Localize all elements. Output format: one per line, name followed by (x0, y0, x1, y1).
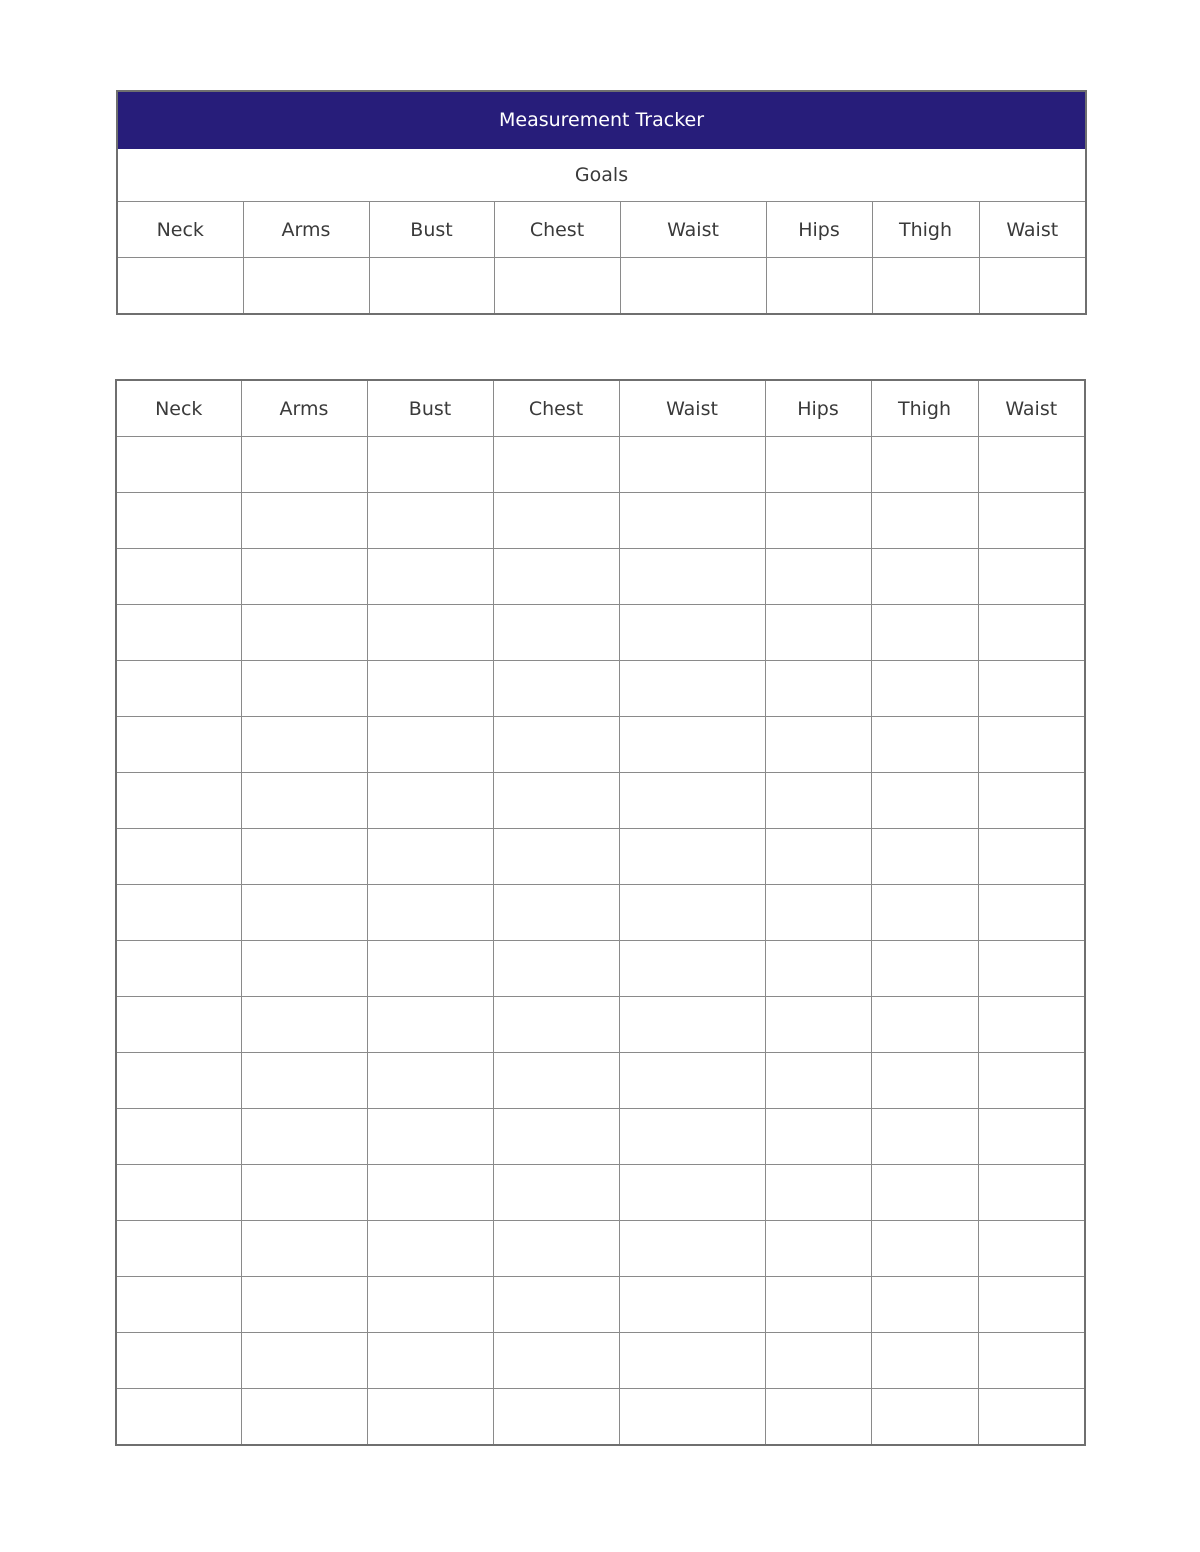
entry-cell-thigh[interactable] (871, 885, 978, 941)
entry-cell-hips[interactable] (765, 717, 871, 773)
entry-cell-bust[interactable] (367, 997, 493, 1053)
entry-cell-thigh[interactable] (871, 1333, 978, 1389)
log-header-hips: Hips (765, 380, 871, 437)
entry-cell-chest[interactable] (493, 549, 619, 605)
entry-cell-bust[interactable] (367, 1389, 493, 1446)
entry-cell-waist[interactable] (978, 1053, 1085, 1109)
entry-cell-neck[interactable] (116, 1221, 241, 1277)
entry-cell-bust[interactable] (367, 941, 493, 997)
entry-cell-waist[interactable] (619, 1109, 765, 1165)
log-header-row (116, 380, 1085, 437)
entry-cell-waist[interactable] (978, 1165, 1085, 1221)
entry-cell-chest[interactable] (493, 1053, 619, 1109)
entry-cell-hips[interactable] (765, 1109, 871, 1165)
entry-cell-hips[interactable] (765, 773, 871, 829)
entry-cell-thigh[interactable] (871, 829, 978, 885)
entry-cell-chest[interactable] (493, 941, 619, 997)
entry-cell-arms[interactable] (241, 1277, 367, 1333)
goals-header-bust: Bust (369, 202, 494, 258)
entry-cell-chest[interactable] (493, 829, 619, 885)
entry-cell-waist[interactable] (619, 885, 765, 941)
entry-cell-waist[interactable] (978, 1389, 1085, 1446)
entry-cell-chest[interactable] (493, 1165, 619, 1221)
entry-cell-waist[interactable] (978, 997, 1085, 1053)
goals-header-hips: Hips (766, 202, 872, 258)
table-row (116, 773, 1085, 829)
entry-cell-waist[interactable] (619, 1053, 765, 1109)
table-row (116, 997, 1085, 1053)
table-row (116, 829, 1085, 885)
entry-cell-chest[interactable] (493, 661, 619, 717)
entry-cell-arms[interactable] (241, 1053, 367, 1109)
entry-cell-hips[interactable] (765, 1165, 871, 1221)
entry-cell-arms[interactable] (241, 885, 367, 941)
entry-cell-arms[interactable] (241, 717, 367, 773)
goals-header-neck: Neck (117, 202, 243, 258)
goals-label: Goals (117, 149, 1086, 202)
table-row (116, 1333, 1085, 1389)
entry-cell-thigh[interactable] (871, 1165, 978, 1221)
entry-cell-bust[interactable] (367, 1333, 493, 1389)
log-header-waist: Waist (619, 380, 765, 437)
goals-header-waist: Waist (979, 202, 1086, 258)
entry-cell-arms[interactable] (241, 997, 367, 1053)
entry-cell-hips[interactable] (765, 1333, 871, 1389)
table-row (116, 1277, 1085, 1333)
goals-table (116, 90, 1087, 315)
goal-cell-bust[interactable] (369, 258, 494, 315)
entry-cell-arms[interactable] (241, 1389, 367, 1446)
entry-cell-thigh[interactable] (871, 773, 978, 829)
entry-cell-waist[interactable] (619, 1389, 765, 1446)
entry-cell-neck[interactable] (116, 1165, 241, 1221)
entry-cell-bust[interactable] (367, 717, 493, 773)
entry-cell-neck[interactable] (116, 1389, 241, 1446)
entry-cell-waist[interactable] (978, 493, 1085, 549)
entry-cell-hips[interactable] (765, 437, 871, 493)
entry-cell-chest[interactable] (493, 1277, 619, 1333)
entry-cell-bust[interactable] (367, 1277, 493, 1333)
entry-cell-bust[interactable] (367, 1165, 493, 1221)
entry-cell-waist[interactable] (619, 773, 765, 829)
entry-cell-waist[interactable] (978, 885, 1085, 941)
entry-cell-waist[interactable] (619, 997, 765, 1053)
entry-cell-waist[interactable] (978, 1109, 1085, 1165)
entry-cell-thigh[interactable] (871, 549, 978, 605)
entry-cell-arms[interactable] (241, 549, 367, 605)
entry-cell-arms[interactable] (241, 493, 367, 549)
entry-cell-neck[interactable] (116, 661, 241, 717)
entry-cell-thigh[interactable] (871, 1053, 978, 1109)
entry-cell-thigh[interactable] (871, 1389, 978, 1446)
entry-cell-neck[interactable] (116, 773, 241, 829)
entry-cell-bust[interactable] (367, 605, 493, 661)
entry-cell-bust[interactable] (367, 549, 493, 605)
entry-cell-waist[interactable] (619, 1333, 765, 1389)
entry-cell-waist[interactable] (619, 437, 765, 493)
entry-cell-neck[interactable] (116, 549, 241, 605)
entry-cell-hips[interactable] (765, 941, 871, 997)
entry-cell-arms[interactable] (241, 1165, 367, 1221)
entry-cell-thigh[interactable] (871, 1277, 978, 1333)
entry-cell-thigh[interactable] (871, 941, 978, 997)
goals-values-row (117, 258, 1086, 315)
entry-cell-thigh[interactable] (871, 661, 978, 717)
table-row (116, 1053, 1085, 1109)
entry-cell-chest[interactable] (493, 885, 619, 941)
table-row (116, 941, 1085, 997)
entry-cell-waist[interactable] (619, 829, 765, 885)
entry-cell-arms[interactable] (241, 1333, 367, 1389)
measurement-log-table (115, 379, 1086, 1446)
entry-cell-waist[interactable] (619, 717, 765, 773)
entry-cell-waist[interactable] (619, 549, 765, 605)
entry-cell-chest[interactable] (493, 1221, 619, 1277)
entry-cell-neck[interactable] (116, 1333, 241, 1389)
page-title: Measurement Tracker (117, 91, 1086, 149)
table-row (116, 1221, 1085, 1277)
entry-cell-bust[interactable] (367, 1221, 493, 1277)
entry-cell-bust[interactable] (367, 1109, 493, 1165)
table-row (116, 437, 1085, 493)
entry-cell-arms[interactable] (241, 661, 367, 717)
entry-cell-bust[interactable] (367, 661, 493, 717)
entry-cell-chest[interactable] (493, 493, 619, 549)
goal-cell-arms[interactable] (243, 258, 369, 315)
entry-cell-chest[interactable] (493, 1333, 619, 1389)
entry-cell-chest[interactable] (493, 773, 619, 829)
entry-cell-chest[interactable] (493, 997, 619, 1053)
entry-cell-arms[interactable] (241, 1109, 367, 1165)
goals-header-row (117, 202, 1086, 258)
table-row (116, 549, 1085, 605)
entry-cell-hips[interactable] (765, 493, 871, 549)
table-row (116, 1165, 1085, 1221)
goals-header-waist: Waist (620, 202, 766, 258)
entry-cell-waist[interactable] (978, 549, 1085, 605)
entry-cell-chest[interactable] (493, 437, 619, 493)
entry-cell-neck[interactable] (116, 493, 241, 549)
goals-header-thigh: Thigh (872, 202, 979, 258)
entry-cell-neck[interactable] (116, 1109, 241, 1165)
log-header-neck: Neck (116, 380, 241, 437)
goals-header-chest: Chest (494, 202, 620, 258)
entry-cell-arms[interactable] (241, 941, 367, 997)
goal-cell-thigh[interactable] (872, 258, 979, 315)
entry-cell-thigh[interactable] (871, 1109, 978, 1165)
entry-cell-hips[interactable] (765, 1277, 871, 1333)
table-row (116, 1109, 1085, 1165)
entry-cell-thigh[interactable] (871, 717, 978, 773)
goal-cell-waist[interactable] (979, 258, 1086, 315)
log-header-arms: Arms (241, 380, 367, 437)
entry-cell-hips[interactable] (765, 997, 871, 1053)
entry-cell-arms[interactable] (241, 437, 367, 493)
entry-cell-bust[interactable] (367, 885, 493, 941)
entry-cell-waist[interactable] (619, 941, 765, 997)
entry-cell-hips[interactable] (765, 885, 871, 941)
entry-cell-waist[interactable] (978, 941, 1085, 997)
entry-cell-waist[interactable] (619, 661, 765, 717)
entry-cell-chest[interactable] (493, 1389, 619, 1446)
goal-cell-hips[interactable] (766, 258, 872, 315)
goals-header-arms: Arms (243, 202, 369, 258)
entry-cell-arms[interactable] (241, 829, 367, 885)
entry-cell-waist[interactable] (978, 1221, 1085, 1277)
table-row (116, 661, 1085, 717)
entry-cell-arms[interactable] (241, 773, 367, 829)
entry-cell-thigh[interactable] (871, 605, 978, 661)
goal-cell-waist[interactable] (620, 258, 766, 315)
entry-cell-hips[interactable] (765, 661, 871, 717)
log-header-bust: Bust (367, 380, 493, 437)
entry-cell-hips[interactable] (765, 829, 871, 885)
entry-cell-waist[interactable] (978, 717, 1085, 773)
entry-cell-hips[interactable] (765, 1053, 871, 1109)
entry-cell-neck[interactable] (116, 1277, 241, 1333)
table-row (116, 493, 1085, 549)
entry-cell-thigh[interactable] (871, 997, 978, 1053)
entry-cell-waist[interactable] (978, 773, 1085, 829)
table-row (116, 717, 1085, 773)
entry-cell-arms[interactable] (241, 1221, 367, 1277)
goal-cell-neck[interactable] (117, 258, 243, 315)
table-row (116, 605, 1085, 661)
table-row (116, 885, 1085, 941)
entry-cell-neck[interactable] (116, 997, 241, 1053)
entry-cell-chest[interactable] (493, 605, 619, 661)
entry-cell-waist[interactable] (619, 1221, 765, 1277)
entry-cell-hips[interactable] (765, 1221, 871, 1277)
entry-cell-bust[interactable] (367, 829, 493, 885)
entry-cell-hips[interactable] (765, 1389, 871, 1446)
entry-cell-neck[interactable] (116, 941, 241, 997)
goal-cell-chest[interactable] (494, 258, 620, 315)
entry-cell-waist[interactable] (619, 605, 765, 661)
entry-cell-neck[interactable] (116, 1053, 241, 1109)
entry-cell-chest[interactable] (493, 1109, 619, 1165)
entry-cell-hips[interactable] (765, 549, 871, 605)
entry-cell-bust[interactable] (367, 437, 493, 493)
entry-cell-chest[interactable] (493, 717, 619, 773)
entry-cell-hips[interactable] (765, 605, 871, 661)
entry-cell-waist[interactable] (978, 1277, 1085, 1333)
entry-cell-waist[interactable] (619, 1277, 765, 1333)
entry-cell-thigh[interactable] (871, 1221, 978, 1277)
entry-cell-arms[interactable] (241, 605, 367, 661)
entry-cell-neck[interactable] (116, 885, 241, 941)
entry-cell-bust[interactable] (367, 493, 493, 549)
entry-cell-waist[interactable] (978, 661, 1085, 717)
entry-cell-waist[interactable] (978, 605, 1085, 661)
log-header-thigh: Thigh (871, 380, 978, 437)
entry-cell-bust[interactable] (367, 773, 493, 829)
entry-cell-neck[interactable] (116, 605, 241, 661)
entry-cell-waist[interactable] (619, 1165, 765, 1221)
entry-cell-neck[interactable] (116, 829, 241, 885)
entry-cell-waist[interactable] (619, 493, 765, 549)
entry-cell-waist[interactable] (978, 1333, 1085, 1389)
entry-cell-bust[interactable] (367, 1053, 493, 1109)
entry-cell-neck[interactable] (116, 437, 241, 493)
entry-cell-thigh[interactable] (871, 493, 978, 549)
entry-cell-neck[interactable] (116, 717, 241, 773)
log-header-chest: Chest (493, 380, 619, 437)
log-header-waist: Waist (978, 380, 1085, 437)
entry-cell-thigh[interactable] (871, 437, 978, 493)
entry-cell-waist[interactable] (978, 829, 1085, 885)
table-row (116, 1389, 1085, 1446)
entry-cell-waist[interactable] (978, 437, 1085, 493)
